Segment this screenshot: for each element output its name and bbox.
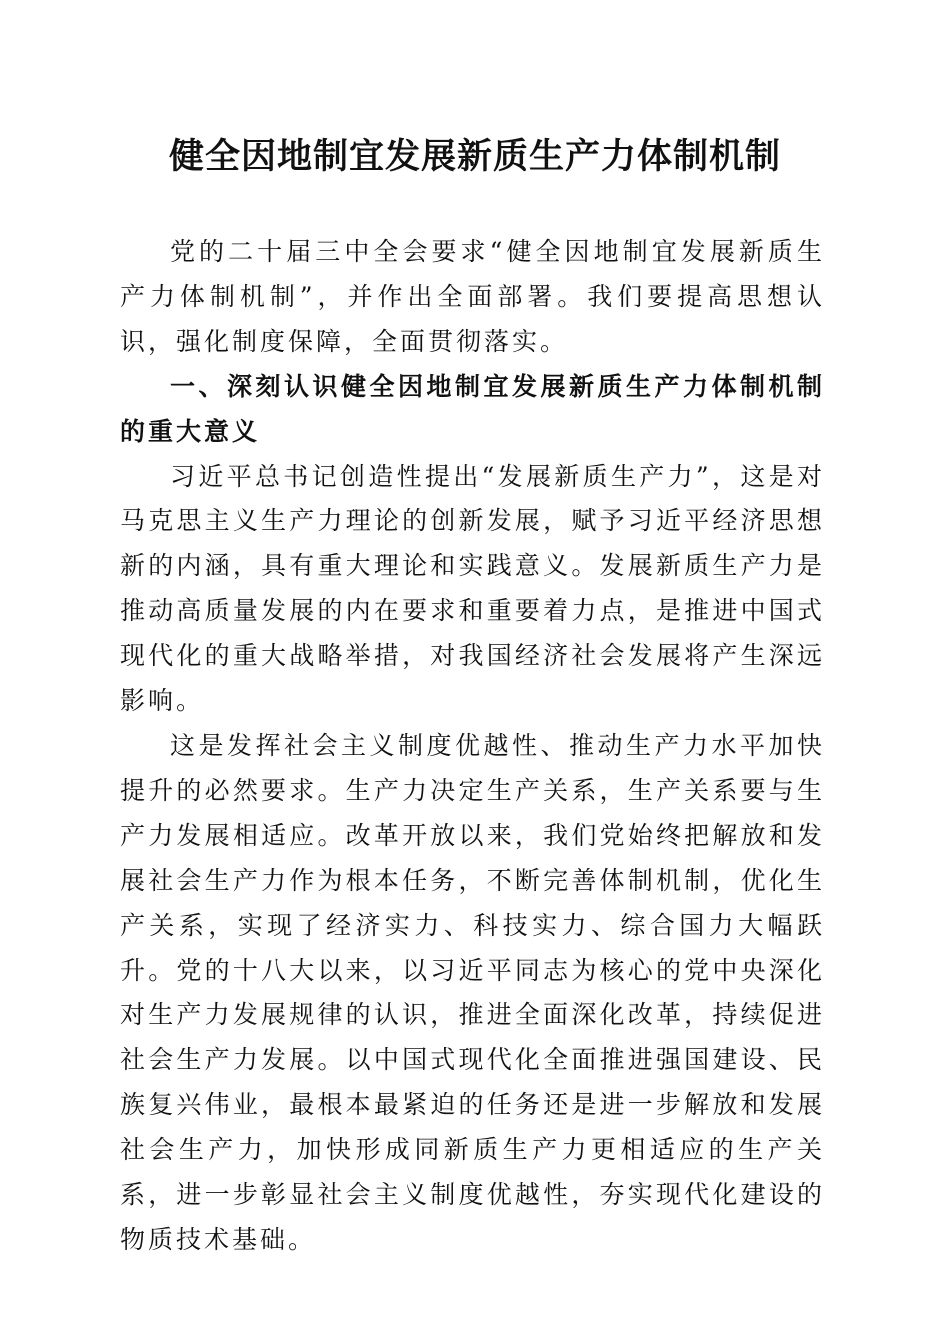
- section-heading-1: 一、深刻认识健全因地制宜发展新质生产力体制机制的重大意义: [120, 371, 825, 446]
- body-paragraph-1: 习近平总书记创造性提出“发展新质生产力”，这是对马克思主义生产力理论的创新发展，赋予习近平经济思想新的内涵，具有重大理论和实践意义。发展新质生产力是推动高质量发展的内在要求和重要着力点，是推进中国式现代化的重大战略举措，对我国经济社会发展将产生深远影响。: [120, 461, 825, 716]
- document-body: [120, 230, 825, 1263]
- intro-paragraph: 党的二十届三中全会要求“健全因地制宜发展新质生产力体制机制”，并作出全面部署。我们要提高思想认识，强化制度保障，全面贯彻落实。: [120, 237, 825, 356]
- body-paragraph-2: 这是发挥社会主义制度优越性、推动生产力水平加快提升的必然要求。生产力决定生产关系，生产关系要与生产力发展相适应。改革开放以来，我们党始终把解放和发展社会生产力作为根本任务，不断完善体制机制，优化生产关系，实现了经济实力、科技实力、综合国力大幅跃升。党的十八大以来，以习近平同志为核心的党中央深化对生产力发展规律的认识，推进全面深化改革，持续促进社会生产力发展。以中国式现代化全面推进强国建设、民族复兴伟业，最根本最紧迫的任务还是进一步解放和发展社会生产力，加快形成同新质生产力更相适应的生产关系，进一步彰显社会主义制度优越性，夯实现代化建设的物质技术基础。: [120, 730, 825, 1254]
- document-title: 健全因地制宜发展新质生产力体制机制: [168, 136, 781, 177]
